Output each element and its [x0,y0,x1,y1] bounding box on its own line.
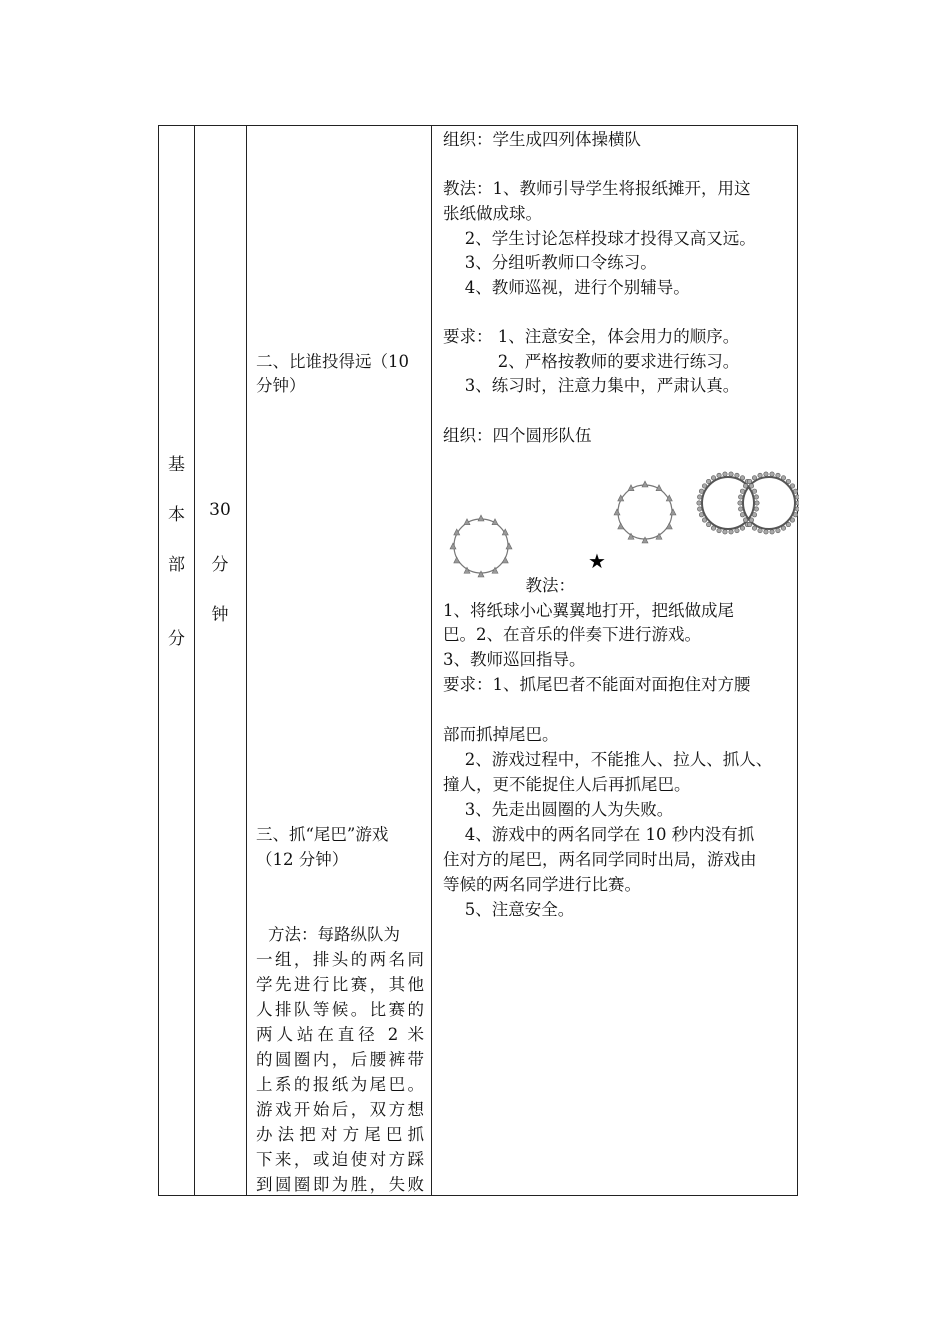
activity3-title: （12 分钟） [256,850,349,869]
student-marker [752,476,756,480]
notes-line: 部而抓掉尾巴。 [443,725,559,744]
student-marker [740,489,744,493]
section-name-cell [159,126,194,1195]
student-marker [776,473,780,477]
notes-line: 要求：1、抓尾巴者不能面对面抱住对方腰 [443,675,751,694]
student-marker [717,528,721,532]
student-marker [754,495,758,499]
student-marker [697,495,701,499]
formation-circle-medium [618,485,672,539]
notes-line: 巴。2、在音乐的伴奏下进行游戏。 [443,625,701,644]
student-marker [740,476,744,480]
student-marker [706,479,710,483]
student-marker [738,495,742,499]
student-marker [706,522,710,526]
activity3-method-line: 到圆圈即为胜，失败 [256,1175,424,1194]
activity3-method-line: 办法把对方尾巴抓 [256,1125,424,1144]
notes-line: 3、先走出圆圈的人为失败。 [443,800,674,819]
student-marker [770,530,774,534]
circle-formation-diagram [431,466,799,586]
section-name-char: 分 [168,629,185,649]
notes-line: 住对方的尾巴，两名同学同时出局，游戏由 [443,850,757,869]
notes-line: 教法： [443,576,575,595]
student-marker [740,526,744,530]
notes-line: 组织：四个圆形队伍 [443,426,592,445]
notes-line: 2、学生讨论怎样投球才投得又高又远。 [443,229,756,248]
student-marker [502,557,508,563]
student-marker [743,484,747,488]
activity3-method-line: 两人站在直径 2 米 [256,1025,424,1044]
student-marker [781,526,785,530]
activity-cell [246,126,431,1195]
activity2-title: 二、比谁投得远（10 [256,352,409,371]
student-marker [450,543,456,549]
student-marker [740,513,744,517]
student-marker [614,509,620,515]
activity3-method-line: 游戏开始后，双方想 [256,1100,424,1119]
section-name-char: 基 [168,455,185,475]
student-marker [697,501,701,505]
student-marker [729,472,733,476]
student-marker [743,518,747,522]
student-marker [699,489,703,493]
student-marker [764,472,768,476]
student-marker [670,509,676,515]
student-marker [790,484,794,488]
student-marker [793,513,797,517]
student-marker [478,515,484,521]
activity3-title: 三、抓“尾巴”游戏 [256,825,389,844]
student-marker [795,495,799,499]
notes-line: 5、注意安全。 [443,900,575,919]
student-marker [781,476,785,480]
activity3-method-line: 方法：每路纵队为 [268,925,400,944]
notes-line: 等候的两名同学进行比赛。 [443,875,641,894]
student-marker [454,557,460,563]
student-marker [776,528,780,532]
notes-cell [431,126,799,1195]
student-marker [749,484,753,488]
student-marker [735,473,739,477]
activity2-title: 分钟） [256,376,306,395]
student-marker [764,530,768,534]
student-marker [755,501,759,505]
section-name-char: 本 [168,505,185,525]
student-marker [735,528,739,532]
student-marker [752,526,756,530]
section-name-char: 部 [168,555,185,575]
notes-line: 3、分组听教师口令练习。 [443,253,657,272]
student-marker [506,543,512,549]
student-marker [711,526,715,530]
student-marker [697,507,701,511]
student-marker [642,537,648,543]
student-marker [747,522,751,526]
student-marker [770,472,774,476]
student-marker [758,528,762,532]
student-marker [711,476,715,480]
student-marker [796,501,799,505]
student-marker [702,484,706,488]
student-marker [642,481,648,487]
student-marker [758,473,762,477]
student-marker [702,518,706,522]
activity3-method-line: 上系的报纸为尾巴。 [256,1075,424,1094]
notes-line: 2、游戏过程中，不能推人、拉人、抓人、 [443,750,773,769]
notes-line: 撞人，更不能捉住人后再抓尾巴。 [443,775,691,794]
section-time-char: 分 [211,555,229,575]
student-marker [729,530,733,534]
lesson-plan-table [158,125,798,1196]
notes-line: 要求： 1、注意安全，体会用力的顺序。 [443,327,740,346]
student-marker [723,472,727,476]
section-time-cell [194,126,246,1195]
activity3-method-line: 学先进行比赛，其他 [256,975,424,994]
student-marker [723,530,727,534]
activity3-method-line: 人排队等候。比赛的 [256,1000,424,1019]
teacher-star-icon: ★ [588,549,606,573]
activity3-method-line: 一组，排头的两名同 [256,950,424,969]
student-marker [666,523,672,529]
student-marker [795,507,799,511]
student-marker [738,501,742,505]
notes-line: 1、将纸球小心翼翼地打开，把纸做成尾 [443,601,734,620]
formation-circle-small [454,519,508,573]
notes-line: 2、严格按教师的要求进行练习。 [443,352,740,371]
student-marker [786,522,790,526]
notes-line: 4、游戏中的两名同学在 10 秒内没有抓 [443,825,755,844]
student-marker [747,479,751,483]
notes-line: 3、练习时，注意力集中，严肃认真。 [443,376,740,395]
activity3-method-line: 的圆圈内，后腰裤带 [256,1050,424,1069]
student-marker [699,513,703,517]
student-marker [793,489,797,493]
student-marker [749,518,753,522]
student-marker [738,507,742,511]
student-marker [752,513,756,517]
section-time-char: 钟 [211,605,229,625]
activity3-method-line: 下来，或迫使对方踩 [256,1150,424,1169]
notes-line: 教法：1、教师引导学生将报纸摊开，用这 [443,179,751,198]
student-marker [786,479,790,483]
notes-line: 4、教师巡视，进行个别辅导。 [443,278,690,297]
notes-line: 张纸做成球。 [443,204,542,223]
notes-line: 组织：学生成四列体操横队 [443,130,641,149]
student-marker [717,473,721,477]
student-marker [754,507,758,511]
section-time-char: 30 [209,500,231,520]
student-marker [790,518,794,522]
notes-line: 3、教师巡回指导。 [443,650,586,669]
student-marker [752,489,756,493]
student-marker [618,523,624,529]
